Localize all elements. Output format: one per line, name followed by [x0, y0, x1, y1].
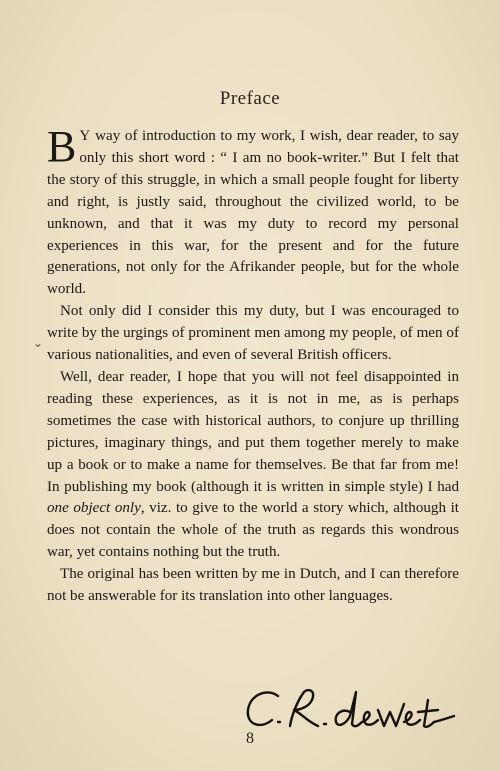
- paragraph-3-text-end: , viz. to give to the world a story which, although it does not contain the whole of the truth as regards this wondrous war, yet contains nothing but the truth.: [47, 500, 459, 561]
- paragraph-2: Not only did I consider this my duty, but I was encouraged to write by the urgings of prominent men among my people, of men of various nationalities, and even of several British officers.: [47, 303, 459, 364]
- page-title: Preface: [219, 88, 281, 109]
- paragraph-1-lead-caps: Y: [79, 128, 91, 144]
- paragraph-3-text-start: Well, dear reader, I hope that you will not feel disappointed in reading these experiences, as it is not in me, as is perhaps sometimes the case with historical authors, to conjure up thrilling pictures, imaginary things, and put them together merely to make up a book or to make a name for themselves. Be that far from me! In publishing my book (although it is written in simple style) I had: [47, 368, 459, 495]
- drop-cap: B: [47, 122, 77, 171]
- paragraph-1: [47, 122, 459, 301]
- paragraph-3-italic-phrase: one object only: [47, 500, 141, 517]
- paragraph-3: [47, 367, 459, 564]
- preface-body: [47, 122, 459, 608]
- page-number: 8: [246, 730, 254, 747]
- paragraph-1-text: way of introduction to my work, I wish, dear reader, to say only this short word : “ I am no book-writer.” But I felt that the story of this struggle, in which a small people fought for liberty and right, is justly said, throughout the civilized world, to be unknown, and that it was my duty to record my personal experiences in this war, for the present and for the future generations, not only for the Afrikander people, but for the whole world.: [47, 128, 459, 298]
- margin-mark: ⌄: [33, 336, 44, 350]
- paragraph-4: The original has been written by me in Dutch, and I can therefore not be answerable for its translation into other languages.: [47, 566, 459, 605]
